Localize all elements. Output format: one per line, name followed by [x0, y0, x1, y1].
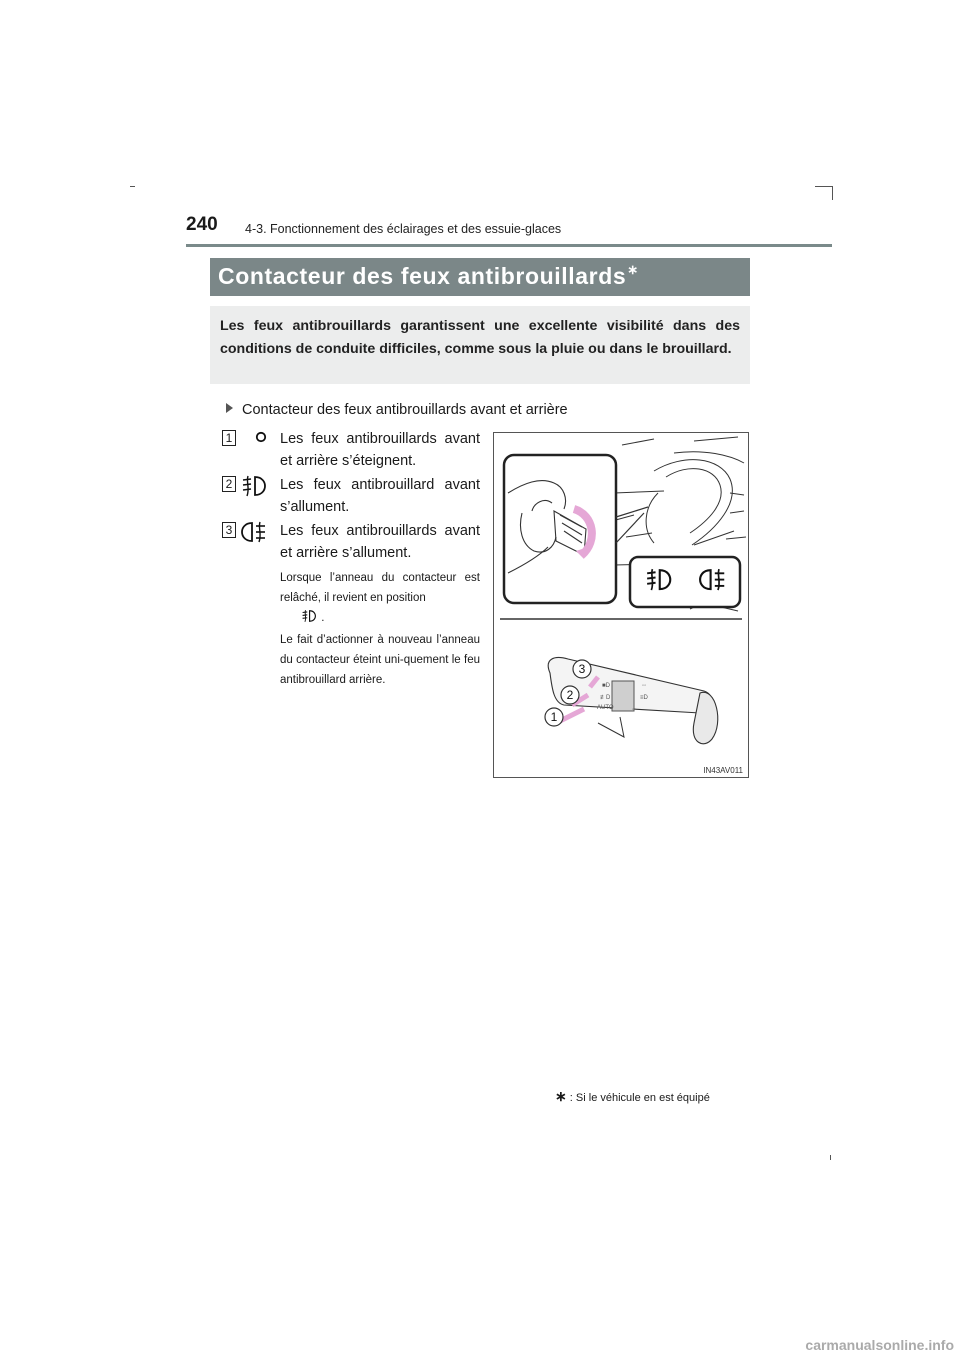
running-header: 4-3. Fonctionnement des éclairages et des essuie-glaces [245, 222, 562, 236]
svg-text:◦: ◦ [632, 707, 635, 713]
front-fog-icon [240, 474, 268, 498]
svg-text:AUTO: AUTO [597, 705, 614, 711]
crop-mark [130, 186, 135, 187]
item-number: 2 [222, 476, 236, 492]
crop-mark [830, 1155, 831, 1160]
header-rule [186, 244, 832, 247]
svg-text:≢D: ≢D [600, 695, 611, 701]
figure [493, 432, 749, 778]
asterisk-marker: ∗ [627, 262, 639, 277]
watermark[interactable]: carmanualsonline.info [805, 1337, 954, 1353]
fog-switch-illustration [494, 433, 748, 777]
section-title-bar [210, 258, 750, 296]
svg-text:1: 1 [550, 710, 558, 724]
off-ring-icon [254, 430, 268, 444]
crop-mark [832, 186, 833, 200]
subheading: Contacteur des feux antibrouillards avant et arrière [226, 402, 568, 418]
page-number: 240 [186, 214, 218, 235]
item-text: Les feux antibrouillards avant et arrière s’allument. [280, 523, 480, 561]
note-release: Lorsque l’anneau du contacteur est relâché, il revient en position . [280, 572, 480, 624]
front-fog-icon [300, 609, 318, 623]
asterisk-marker: ∗ [555, 1088, 567, 1104]
intro-text: Les feux antibrouillards garantissent une excellente visibilité dans des conditions de conduite difficiles, comme sous la pluie ou dans le brouillard. [220, 318, 740, 357]
triangle-bullet-icon [226, 403, 233, 413]
watermark-bar [0, 1335, 960, 1358]
note-again: Le fait d’actionner à nouveau l’anneau du contacteur éteint uni-quement le feu antibrouillard arrière. [280, 634, 480, 686]
svg-text:◦◦: ◦◦ [642, 683, 647, 689]
item-text: Les feux antibrouillard avant s’allument. [280, 477, 480, 515]
svg-text:2: 2 [566, 688, 574, 702]
item-text: Les feux antibrouillards avant et arrière s’éteignent. [280, 431, 480, 469]
intro-box [210, 306, 750, 384]
svg-text:■D: ■D [602, 683, 610, 689]
footnote: ∗ : Si le véhicule en est équipé [555, 1088, 710, 1104]
crop-mark [815, 186, 833, 187]
item-number: 3 [222, 522, 236, 538]
front-rear-fog-icon [240, 520, 268, 544]
svg-text:≡D: ≡D [640, 695, 648, 701]
svg-text:3: 3 [578, 662, 586, 676]
item-number: 1 [222, 430, 236, 446]
figure-code: IN43AV011 [703, 766, 743, 775]
section-title: Contacteur des feux antibrouillards∗ [218, 262, 639, 289]
